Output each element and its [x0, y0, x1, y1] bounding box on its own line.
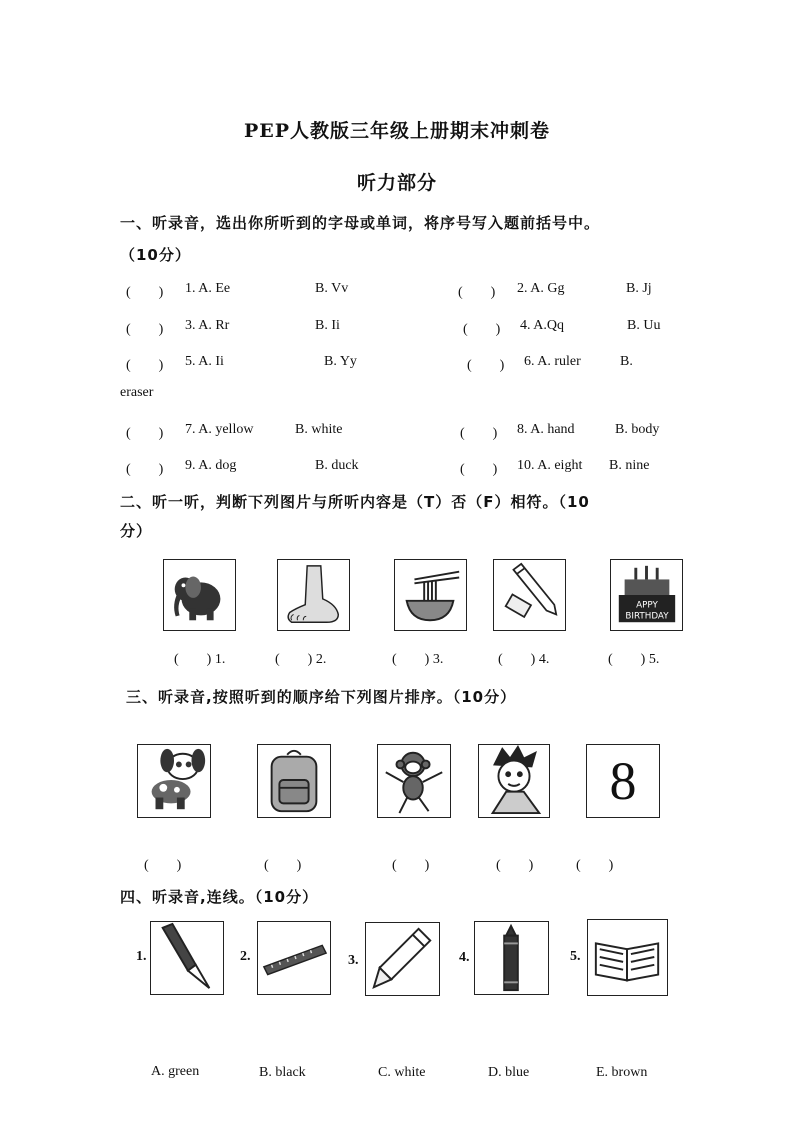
question-6-a: 6. A. ruler [524, 354, 581, 369]
answer-paren[interactable]: ( ) 5. [608, 652, 660, 667]
answer-paren[interactable]: ( ) [126, 322, 164, 337]
answer-paren[interactable]: ( ) 1. [174, 652, 226, 667]
eight-card [586, 744, 660, 818]
noodles-icon [394, 559, 467, 631]
crayon-icon[interactable] [474, 921, 549, 995]
question-8-a: 8. A. hand [517, 422, 575, 437]
section1-heading: 一、听录音，选出你所听到的字母或单词，将序号写入题前括号中。 [120, 214, 601, 232]
dog-icon [137, 744, 211, 818]
answer-paren[interactable]: ( ) [392, 858, 430, 873]
svg-text:BIRTHDAY: BIRTHDAY [625, 611, 669, 622]
page-title: PEP人教版三年级上册期末冲刺卷 [243, 120, 551, 142]
question-10-b: B. nine [609, 458, 650, 473]
question-2-b: B. Jj [626, 281, 652, 296]
question-7-b: B. white [295, 422, 343, 437]
question-10-a: 10. A. eight [517, 458, 583, 473]
answer-paren[interactable]: ( ) [144, 858, 182, 873]
eight-label: 8 [609, 751, 637, 811]
answer-paren[interactable]: ( ) 2. [275, 652, 327, 667]
answer-paren[interactable]: ( ) [467, 358, 505, 373]
question-6-b-wrap: eraser [120, 385, 154, 400]
question-5-a: 5. A. Ii [185, 354, 224, 369]
section2-heading-cont: 分） [120, 522, 153, 540]
color-option[interactable]: B. black [259, 1065, 306, 1080]
answer-paren[interactable]: ( ) [576, 858, 614, 873]
ruler-icon[interactable] [257, 921, 331, 995]
section2-heading: 二、听一听，判断下列图片与所听内容是（T）否（F）相符。（10 [120, 493, 590, 511]
color-option[interactable]: C. white [378, 1065, 426, 1080]
answer-paren[interactable]: ( ) 4. [498, 652, 550, 667]
answer-paren[interactable]: ( ) [264, 858, 302, 873]
item-number: 3. [348, 953, 359, 968]
item-number: 1. [136, 949, 147, 964]
section1-score: （10分） [120, 246, 191, 264]
birthday-cake-icon [610, 559, 683, 631]
question-6-b: B. [620, 354, 633, 369]
page-subtitle: 听力部分 [356, 172, 437, 194]
pencil-eraser-icon [493, 559, 566, 631]
item-number: 4. [459, 950, 470, 965]
question-3-a: 3. A. Rr [185, 318, 230, 333]
elephant-icon [163, 559, 236, 631]
color-option[interactable]: E. brown [596, 1065, 648, 1080]
answer-paren[interactable]: ( ) [496, 858, 534, 873]
answer-paren[interactable]: ( ) 3. [392, 652, 444, 667]
question-4-b: B. Uu [627, 318, 661, 333]
item-number: 2. [240, 949, 251, 964]
answer-paren[interactable]: ( ) [126, 285, 164, 300]
color-option[interactable]: A. green [151, 1064, 200, 1079]
answer-paren[interactable]: ( ) [463, 322, 501, 337]
answer-paren[interactable]: ( ) [460, 426, 498, 441]
answer-paren[interactable]: ( ) [126, 358, 164, 373]
answer-paren[interactable]: ( ) [460, 462, 498, 477]
question-2-a: 2. A. Gg [517, 281, 565, 296]
section4-heading: 四、听录音,连线。（10分） [120, 888, 319, 906]
answer-paren[interactable]: ( ) [458, 285, 496, 300]
monkey-icon [377, 744, 451, 818]
section3-heading: 三、听录音,按照听到的顺序给下列图片排序。（10分） [126, 688, 517, 706]
question-8-b: B. body [615, 422, 660, 437]
foot-icon [277, 559, 350, 631]
question-4-a: 4. A.Qq [520, 318, 564, 333]
schoolbag-icon [257, 744, 331, 818]
question-7-a: 7. A. yellow [185, 422, 254, 437]
question-5-b: B. Yy [324, 354, 357, 369]
pen-icon[interactable] [150, 921, 224, 995]
boy-icon [478, 744, 550, 818]
question-9-a: 9. A. dog [185, 458, 237, 473]
item-number: 5. [570, 949, 581, 964]
svg-text:APPY: APPY [636, 600, 658, 611]
answer-paren[interactable]: ( ) [126, 462, 164, 477]
pencil-icon[interactable] [365, 922, 440, 996]
question-1-a: 1. A. Ee [185, 281, 231, 296]
question-1-b: B. Vv [315, 281, 349, 296]
answer-paren[interactable]: ( ) [126, 426, 164, 441]
color-option[interactable]: D. blue [488, 1065, 530, 1080]
book-icon[interactable] [587, 919, 668, 996]
question-3-b: B. Ii [315, 318, 340, 333]
question-9-b: B. duck [315, 458, 359, 473]
